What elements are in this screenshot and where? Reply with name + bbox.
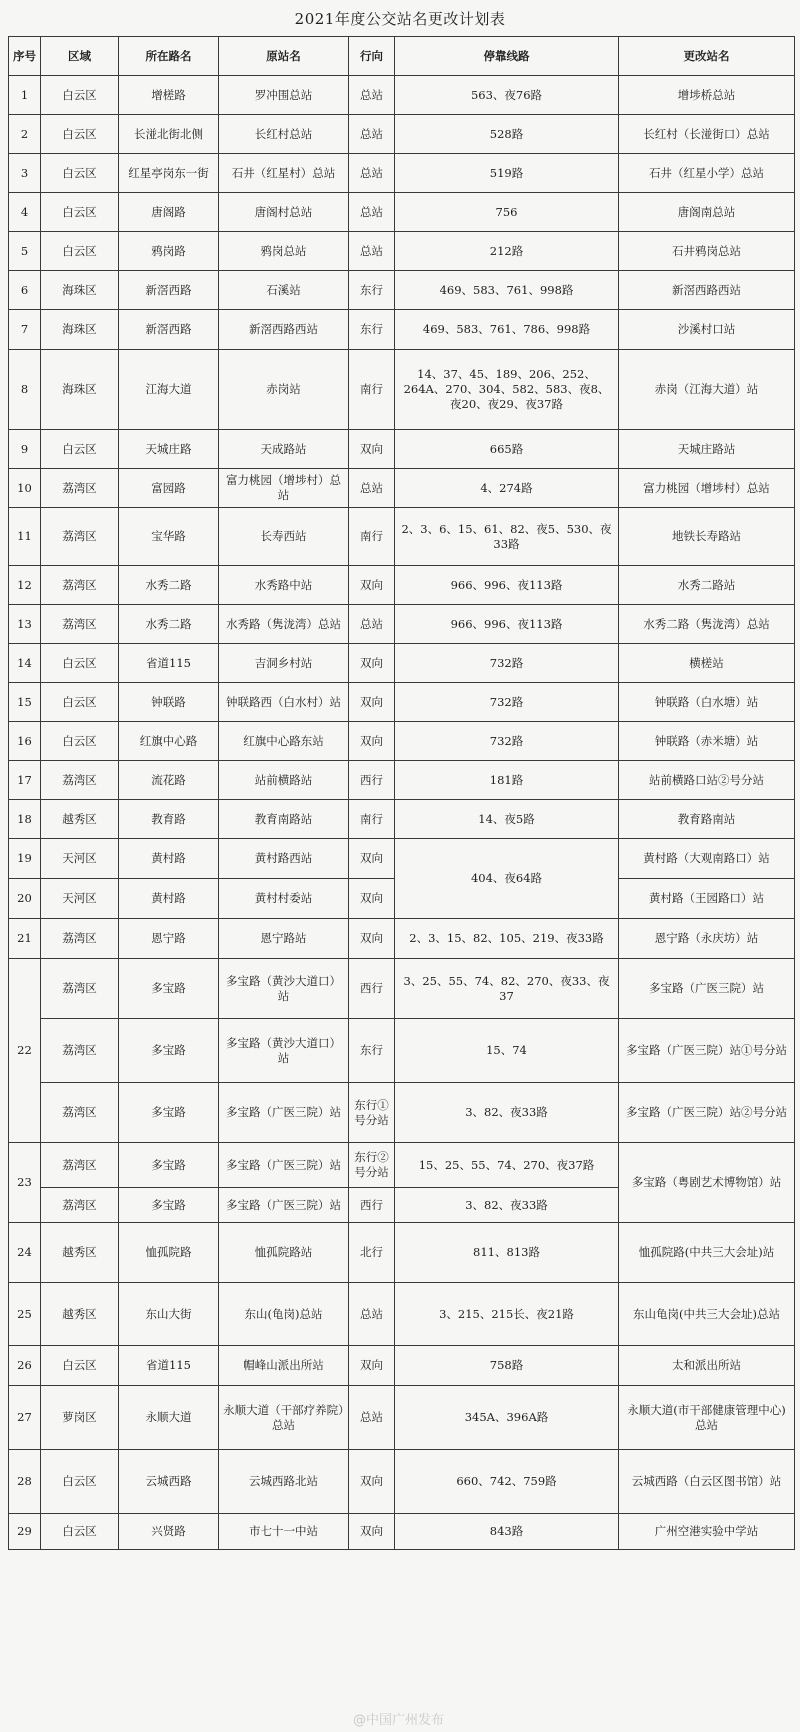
cell-road: 东山大街 [119, 1283, 219, 1346]
cell-area: 天河区 [41, 839, 119, 879]
cell-original-name: 唐阁村总站 [219, 193, 349, 232]
table-row [9, 1283, 795, 1346]
cell-direction: 双向 [349, 1514, 395, 1550]
cell-direction: 东行①号分站 [349, 1083, 395, 1143]
header-cell: 序号 [9, 37, 41, 76]
cell-direction: 总站 [349, 193, 395, 232]
cell-no: 3 [9, 154, 41, 193]
table-row [9, 1450, 795, 1514]
cell-road: 富园路 [119, 469, 219, 508]
table-row [9, 1083, 795, 1143]
cell-area: 白云区 [41, 76, 119, 115]
cell-lines: 212路 [395, 232, 619, 271]
rename-plan-table [8, 36, 795, 1550]
table-row [9, 919, 795, 959]
cell-lines: 3、215、215长、夜21路 [395, 1283, 619, 1346]
cell-original-name: 多宝路（黄沙大道口）站 [219, 959, 349, 1019]
cell-no: 25 [9, 1283, 41, 1346]
cell-direction: 总站 [349, 1283, 395, 1346]
cell-lines: 14、37、45、189、206、252、264A、270、304、582、583、夜8、夜20、夜29、夜37路 [395, 350, 619, 430]
cell-lines: 15、25、55、74、270、夜37路 [395, 1143, 619, 1188]
cell-lines: 660、742、759路 [395, 1450, 619, 1514]
table-row [9, 115, 795, 154]
table-row [9, 310, 795, 350]
cell-lines: 519路 [395, 154, 619, 193]
table-row [9, 644, 795, 683]
cell-road: 红星亭岗东一街 [119, 154, 219, 193]
cell-no: 13 [9, 605, 41, 644]
cell-original-name: 多宝路（黄沙大道口）站 [219, 1019, 349, 1083]
cell-road: 水秀二路 [119, 566, 219, 605]
cell-direction: 西行 [349, 1188, 395, 1223]
cell-new-name: 沙溪村口站 [619, 310, 795, 350]
cell-direction: 总站 [349, 1386, 395, 1450]
cell-original-name: 水秀路中站 [219, 566, 349, 605]
cell-area: 荔湾区 [41, 469, 119, 508]
cell-no: 7 [9, 310, 41, 350]
cell-lines: 528路 [395, 115, 619, 154]
cell-no: 6 [9, 271, 41, 310]
cell-road: 多宝路 [119, 1083, 219, 1143]
cell-lines: 15、74 [395, 1019, 619, 1083]
cell-direction: 东行 [349, 1019, 395, 1083]
table-row [9, 959, 795, 1019]
cell-original-name: 恩宁路站 [219, 919, 349, 959]
cell-area: 天河区 [41, 879, 119, 919]
cell-area: 海珠区 [41, 310, 119, 350]
cell-area: 白云区 [41, 232, 119, 271]
cell-no: 15 [9, 683, 41, 722]
table-row [9, 271, 795, 310]
cell-area: 荔湾区 [41, 919, 119, 959]
header-cell: 行向 [349, 37, 395, 76]
cell-original-name: 鸦岗总站 [219, 232, 349, 271]
cell-no: 24 [9, 1223, 41, 1283]
cell-no: 18 [9, 800, 41, 839]
cell-road: 天城庄路 [119, 430, 219, 469]
cell-no: 29 [9, 1514, 41, 1550]
cell-road: 省道115 [119, 644, 219, 683]
cell-no: 9 [9, 430, 41, 469]
cell-lines: 3、82、夜33路 [395, 1083, 619, 1143]
cell-direction: 东行 [349, 310, 395, 350]
cell-direction: 双向 [349, 644, 395, 683]
table-row [9, 800, 795, 839]
cell-new-name: 恤孤院路(中共三大会址)站 [619, 1223, 795, 1283]
cell-road: 水秀二路 [119, 605, 219, 644]
cell-road: 宝华路 [119, 508, 219, 566]
cell-area: 白云区 [41, 115, 119, 154]
table-row [9, 350, 795, 430]
cell-area: 白云区 [41, 683, 119, 722]
cell-no: 20 [9, 879, 41, 919]
cell-new-name: 水秀二路（隽泷湾）总站 [619, 605, 795, 644]
cell-direction: 东行 [349, 271, 395, 310]
cell-no: 10 [9, 469, 41, 508]
cell-road: 多宝路 [119, 1143, 219, 1188]
cell-lines: 469、583、761、786、998路 [395, 310, 619, 350]
cell-direction: 双向 [349, 919, 395, 959]
cell-new-name: 增埗桥总站 [619, 76, 795, 115]
table-header-row [9, 37, 795, 76]
cell-direction: 总站 [349, 469, 395, 508]
header-cell: 区域 [41, 37, 119, 76]
cell-area: 荔湾区 [41, 1083, 119, 1143]
cell-original-name: 多宝路（广医三院）站 [219, 1083, 349, 1143]
cell-road: 红旗中心路 [119, 722, 219, 761]
cell-no: 26 [9, 1346, 41, 1386]
cell-area: 越秀区 [41, 800, 119, 839]
cell-new-name: 水秀二路站 [619, 566, 795, 605]
cell-new-name: 横槎站 [619, 644, 795, 683]
cell-new-name: 钟联路（白水塘）站 [619, 683, 795, 722]
cell-new-name: 太和派出所站 [619, 1346, 795, 1386]
cell-lines: 732路 [395, 722, 619, 761]
table-row [9, 193, 795, 232]
cell-original-name: 帽峰山派出所站 [219, 1346, 349, 1386]
cell-direction: 双向 [349, 1450, 395, 1514]
cell-direction: 南行 [349, 508, 395, 566]
cell-new-name: 长红村（长湴街口）总站 [619, 115, 795, 154]
table-row [9, 430, 795, 469]
table-row [9, 1386, 795, 1450]
cell-direction: 西行 [349, 761, 395, 800]
cell-original-name: 多宝路（广医三院）站 [219, 1188, 349, 1223]
cell-no: 16 [9, 722, 41, 761]
header-cell: 所在路名 [119, 37, 219, 76]
cell-road: 增槎路 [119, 76, 219, 115]
table-row [9, 76, 795, 115]
cell-original-name: 赤岗站 [219, 350, 349, 430]
cell-area: 荔湾区 [41, 605, 119, 644]
cell-road: 教育路 [119, 800, 219, 839]
cell-lines: 843路 [395, 1514, 619, 1550]
header-cell: 原站名 [219, 37, 349, 76]
cell-new-name: 东山龟岗(中共三大会址)总站 [619, 1283, 795, 1346]
table-row [9, 1514, 795, 1550]
header-cell: 更改站名 [619, 37, 795, 76]
cell-no: 14 [9, 644, 41, 683]
cell-lines: 2、3、6、15、61、82、夜5、530、夜33路 [395, 508, 619, 566]
table-row [9, 839, 795, 879]
cell-direction: 西行 [349, 959, 395, 1019]
cell-lines: 758路 [395, 1346, 619, 1386]
cell-lines: 665路 [395, 430, 619, 469]
cell-area: 白云区 [41, 1450, 119, 1514]
cell-road: 云城西路 [119, 1450, 219, 1514]
cell-area: 海珠区 [41, 271, 119, 310]
cell-lines: 966、996、夜113路 [395, 566, 619, 605]
cell-original-name: 长红村总站 [219, 115, 349, 154]
cell-original-name: 石溪站 [219, 271, 349, 310]
table-row [9, 508, 795, 566]
cell-area: 荔湾区 [41, 1188, 119, 1223]
cell-road: 新滘西路 [119, 271, 219, 310]
cell-lines: 756 [395, 193, 619, 232]
table-row [9, 232, 795, 271]
cell-direction: 总站 [349, 232, 395, 271]
cell-new-name: 天城庄路站 [619, 430, 795, 469]
table-row [9, 1019, 795, 1083]
cell-area: 白云区 [41, 1514, 119, 1550]
cell-road: 恤孤院路 [119, 1223, 219, 1283]
cell-no: 11 [9, 508, 41, 566]
source-watermark: @中国广州发布 [352, 1713, 444, 1728]
cell-original-name: 教育南路站 [219, 800, 349, 839]
cell-original-name: 长寿西站 [219, 508, 349, 566]
cell-direction: 双向 [349, 879, 395, 919]
table-row [9, 469, 795, 508]
cell-new-name: 黄村路（王园路口）站 [619, 879, 795, 919]
cell-original-name: 永顺大道（干部疗养院）总站 [219, 1386, 349, 1450]
cell-no: 23 [9, 1143, 41, 1223]
cell-area: 白云区 [41, 644, 119, 683]
cell-direction: 双向 [349, 1346, 395, 1386]
cell-direction: 总站 [349, 76, 395, 115]
cell-new-name: 地铁长寿路站 [619, 508, 795, 566]
table-row [9, 722, 795, 761]
table-row [9, 566, 795, 605]
cell-lines: 732路 [395, 683, 619, 722]
cell-direction: 总站 [349, 115, 395, 154]
cell-lines: 345A、396A路 [395, 1386, 619, 1450]
cell-new-name: 广州空港实验中学站 [619, 1514, 795, 1550]
cell-original-name: 富力桃园（增埗村）总站 [219, 469, 349, 508]
cell-new-name: 黄村路（大观南路口）站 [619, 839, 795, 879]
cell-area: 白云区 [41, 154, 119, 193]
cell-no: 27 [9, 1386, 41, 1450]
cell-lines: 811、813路 [395, 1223, 619, 1283]
cell-area: 白云区 [41, 722, 119, 761]
cell-new-name: 多宝路（粤剧艺术博物馆）站 [619, 1143, 795, 1223]
cell-original-name: 罗冲围总站 [219, 76, 349, 115]
cell-no: 5 [9, 232, 41, 271]
cell-original-name: 东山(龟岗)总站 [219, 1283, 349, 1346]
cell-road: 流花路 [119, 761, 219, 800]
cell-lines: 4、274路 [395, 469, 619, 508]
cell-no: 8 [9, 350, 41, 430]
cell-direction: 南行 [349, 350, 395, 430]
cell-new-name: 恩宁路（永庆坊）站 [619, 919, 795, 959]
cell-new-name: 石井鸦岗总站 [619, 232, 795, 271]
cell-no: 1 [9, 76, 41, 115]
cell-area: 荔湾区 [41, 1143, 119, 1188]
cell-lines: 732路 [395, 644, 619, 683]
cell-new-name: 石井（红星小学）总站 [619, 154, 795, 193]
table-row [9, 605, 795, 644]
cell-new-name: 富力桃园（增埗村）总站 [619, 469, 795, 508]
cell-new-name: 永顺大道(市干部健康管理中心)总站 [619, 1386, 795, 1450]
cell-original-name: 黄村路西站 [219, 839, 349, 879]
cell-area: 荔湾区 [41, 761, 119, 800]
cell-direction: 总站 [349, 154, 395, 193]
cell-lines: 469、583、761、998路 [395, 271, 619, 310]
table-row [9, 683, 795, 722]
cell-road: 兴贤路 [119, 1514, 219, 1550]
cell-new-name: 多宝路（广医三院）站 [619, 959, 795, 1019]
cell-lines: 404、夜64路 [395, 839, 619, 919]
cell-original-name: 钟联路西（白水村）站 [219, 683, 349, 722]
cell-original-name: 恤孤院路站 [219, 1223, 349, 1283]
table-row [9, 761, 795, 800]
cell-original-name: 多宝路（广医三院）站 [219, 1143, 349, 1188]
cell-no: 22 [9, 959, 41, 1143]
cell-new-name: 多宝路（广医三院）站②号分站 [619, 1083, 795, 1143]
cell-no: 4 [9, 193, 41, 232]
cell-original-name: 吉洞乡村站 [219, 644, 349, 683]
cell-original-name: 站前横路站 [219, 761, 349, 800]
cell-area: 越秀区 [41, 1283, 119, 1346]
cell-no: 19 [9, 839, 41, 879]
cell-original-name: 水秀路（隽泷湾）总站 [219, 605, 349, 644]
cell-area: 白云区 [41, 430, 119, 469]
cell-no: 2 [9, 115, 41, 154]
cell-original-name: 市七十一中站 [219, 1514, 349, 1550]
cell-area: 白云区 [41, 193, 119, 232]
cell-road: 鸦岗路 [119, 232, 219, 271]
cell-lines: 3、25、55、74、82、270、夜33、夜37 [395, 959, 619, 1019]
table-row [9, 154, 795, 193]
cell-original-name: 黄村村委站 [219, 879, 349, 919]
cell-lines: 14、夜5路 [395, 800, 619, 839]
cell-road: 长湴北街北侧 [119, 115, 219, 154]
cell-new-name: 赤岗（江海大道）站 [619, 350, 795, 430]
cell-lines: 2、3、15、82、105、219、夜33路 [395, 919, 619, 959]
cell-lines: 563、夜76路 [395, 76, 619, 115]
cell-no: 28 [9, 1450, 41, 1514]
cell-no: 21 [9, 919, 41, 959]
cell-original-name: 红旗中心路东站 [219, 722, 349, 761]
cell-road: 多宝路 [119, 959, 219, 1019]
cell-road: 黄村路 [119, 839, 219, 879]
cell-area: 越秀区 [41, 1223, 119, 1283]
cell-direction: 双向 [349, 839, 395, 879]
cell-area: 白云区 [41, 1346, 119, 1386]
cell-area: 荔湾区 [41, 508, 119, 566]
cell-original-name: 云城西路北站 [219, 1450, 349, 1514]
cell-road: 钟联路 [119, 683, 219, 722]
cell-original-name: 新滘西路西站 [219, 310, 349, 350]
cell-direction: 双向 [349, 566, 395, 605]
cell-direction: 南行 [349, 800, 395, 839]
cell-no: 12 [9, 566, 41, 605]
cell-direction: 双向 [349, 430, 395, 469]
cell-area: 荔湾区 [41, 959, 119, 1019]
cell-road: 省道115 [119, 1346, 219, 1386]
cell-road: 永顺大道 [119, 1386, 219, 1450]
cell-road: 黄村路 [119, 879, 219, 919]
cell-road: 江海大道 [119, 350, 219, 430]
table-row [9, 1346, 795, 1386]
cell-new-name: 钟联路（赤米塘）站 [619, 722, 795, 761]
cell-new-name: 教育路南站 [619, 800, 795, 839]
cell-road: 新滘西路 [119, 310, 219, 350]
table-row [9, 1143, 795, 1188]
table-row [9, 1223, 795, 1283]
cell-lines: 181路 [395, 761, 619, 800]
cell-direction: 东行②号分站 [349, 1143, 395, 1188]
cell-new-name: 站前横路口站②号分站 [619, 761, 795, 800]
cell-new-name: 唐阁南总站 [619, 193, 795, 232]
cell-area: 海珠区 [41, 350, 119, 430]
cell-lines: 3、82、夜33路 [395, 1188, 619, 1223]
cell-new-name: 新滘西路西站 [619, 271, 795, 310]
cell-direction: 双向 [349, 683, 395, 722]
cell-no: 17 [9, 761, 41, 800]
cell-area: 萝岗区 [41, 1386, 119, 1450]
cell-road: 唐阁路 [119, 193, 219, 232]
cell-area: 荔湾区 [41, 566, 119, 605]
cell-direction: 总站 [349, 605, 395, 644]
cell-original-name: 天成路站 [219, 430, 349, 469]
cell-direction: 北行 [349, 1223, 395, 1283]
cell-lines: 966、996、夜113路 [395, 605, 619, 644]
cell-road: 恩宁路 [119, 919, 219, 959]
page-title: 2021年度公交站名更改计划表 [294, 10, 506, 28]
header-cell: 停靠线路 [395, 37, 619, 76]
cell-new-name: 多宝路（广医三院）站①号分站 [619, 1019, 795, 1083]
cell-road: 多宝路 [119, 1188, 219, 1223]
cell-road: 多宝路 [119, 1019, 219, 1083]
cell-original-name: 石井（红星村）总站 [219, 154, 349, 193]
cell-direction: 双向 [349, 722, 395, 761]
cell-area: 荔湾区 [41, 1019, 119, 1083]
cell-new-name: 云城西路（白云区图书馆）站 [619, 1450, 795, 1514]
